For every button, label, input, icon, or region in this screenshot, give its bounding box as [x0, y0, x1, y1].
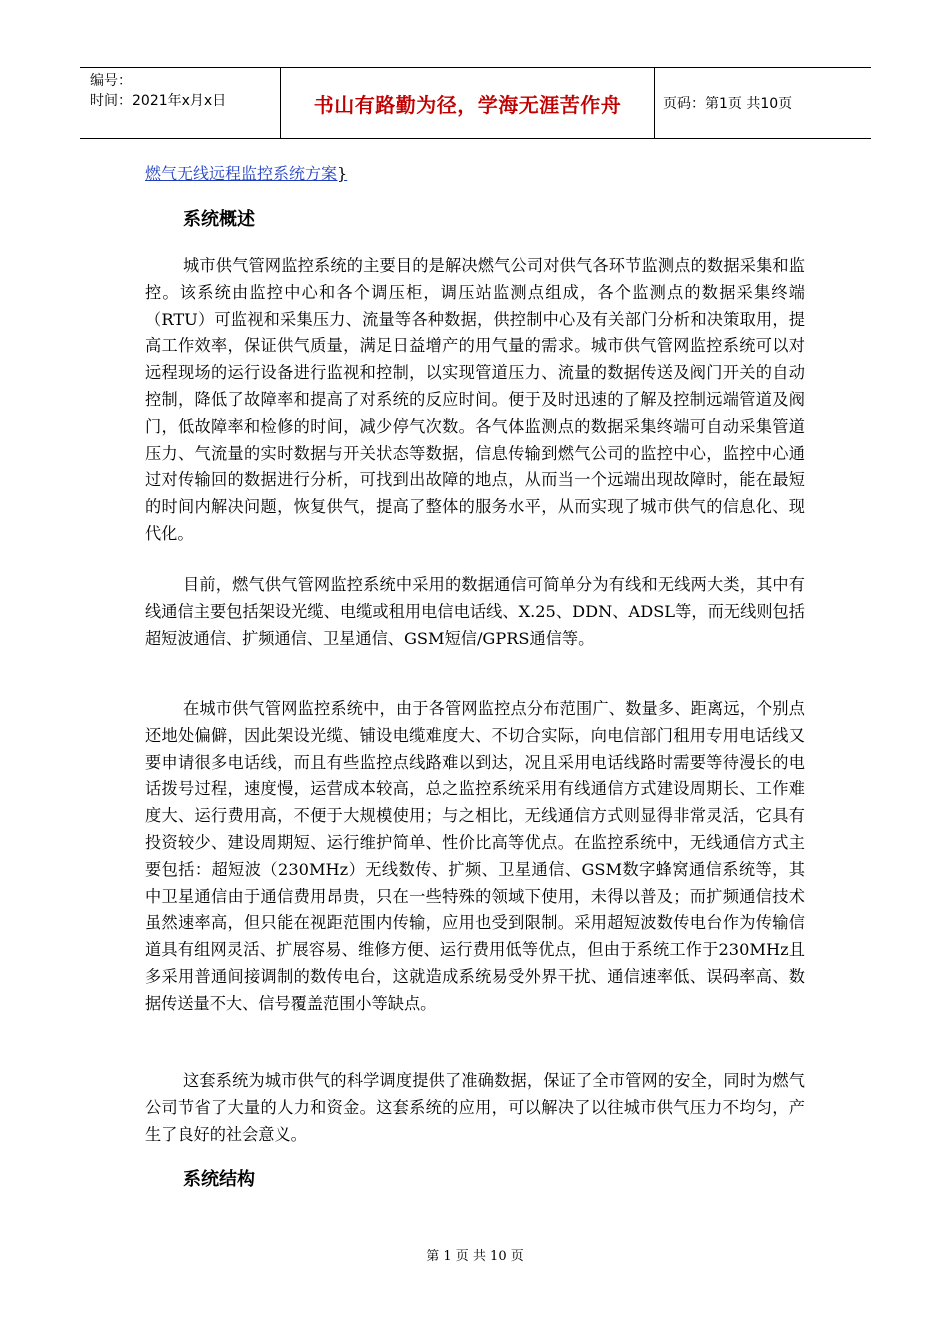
section-heading-structure: 系统结构 — [183, 1169, 255, 1190]
paragraph-overview: 城市供气管网监控系统的主要目的是解决燃气公司对供气各环节监测点的数据采集和监控。该系统由监控中心和各个调压柜，调压站监测点组成，各个监测点的数据采集终端（RTU）可监视和采集压力、流量等各种数据，供控制中心及有关部门分析和决策取用，提高工作效率，保证供气质量，满足日益增产的用气量的需求。城市供气管网监控系统可以对远程现场的运行设备进行监视和控制，以实现管道压力、流量的数据传送及阀门开关的自动控制，降低了故障率和提高了对系统的反应时间。便于及时迅速的了解及控制远端管道及阀门，低故障率和检修的时间，减少停气次数。各气体监测点的数据采集终端可自动采集管道压力、气流量的实时数据与开关状态等数据，信息传输到燃气公司的监控中心，监控中心通过对传输回的数据进行分析，可找到出故障的地点，从而当一个远端出现故障时，能在最短的时间内解决问题，恢复供气，提高了整体的服务水平，从而实现了城市供气的信息化、现代化。 — [145, 256, 805, 543]
header-meta — [80, 68, 281, 138]
page-footer: 第 1 页 共 10 页 — [426, 1249, 524, 1264]
paragraph-system-benefits: 这套系统为城市供气的科学调度提供了准确数据，保证了全市管网的安全，同时为燃气公司节省了大量的人力和资金。这套系统的应用，可以解决了以往城市供气压力不均匀，产生了良好的社会意义。 — [145, 1071, 805, 1144]
header-page-info: 页码：第1页 共10页 — [663, 96, 793, 112]
document-number-label: 编号： — [90, 73, 132, 89]
paragraph-wireless-comparison: 在城市供气管网监控系统中，由于各管网监控点分布范围广、数量多、距离远，个别点还地处偏僻，因此架设光缆、铺设电缆难度大、不切合实际，向电信部门租用专用电话线又要申请很多电话线，而且有些监控点线路难以到达，况且采用电话线路时需要等待漫长的电话拨号过程，速度慢，运营成本较高，总之监控系统采用有线通信方式建设周期长、工作难度大、运行费用高，不便于大规模使用；与之相比，无线通信方式则显得非常灵活，它具有投资较少、建设周期短、运行维护简单、性价比高等优点。在监控系统中，无线通信方式主要包括：超短波（230MHz）无线数传、扩频、卫星通信、GSM数字蜂窝通信系统等，其中卫星通信由于通信费用昂贵，只在一些特殊的领域下使用，未得以普及；而扩频通信技术虽然速率高，但只能在视距范围内传输，应用也受到限制。采用超短波数传电台作为传输信道具有组网灵活、扩展容易、维修方便、运行费用低等优点，但由于系统工作于230MHz且多采用普通间接调制的数传电台，这就造成系统易受外界干扰、通信速率低、误码率高、数据传送量不大、信号覆盖范围小等缺点。 — [145, 699, 805, 1013]
section-heading-overview: 系统概述 — [183, 209, 255, 230]
document-title-tail: } — [337, 164, 348, 183]
document-date: 时间：2021年x月x日 — [90, 93, 227, 109]
page-header — [80, 67, 871, 139]
paragraph-communication-types: 目前，燃气供气管网监控系统中采用的数据通信可简单分为有线和无线两大类，其中有线通信主要包括架设光缆、电缆或租用电信电话线、X.25、DDN、ADSL等，而无线则包括超短波通信、扩频通信、卫星通信、GSM短信/GPRS通信等。 — [145, 575, 805, 648]
document-title-link[interactable] — [145, 161, 347, 184]
header-motto: 书山有路勤为径，学海无涯苦作舟 — [313, 92, 622, 117]
header-page-info-cell — [655, 68, 871, 138]
header-motto-cell — [281, 68, 655, 138]
document-title-text[interactable]: 燃气无线远程监控系统方案 — [145, 164, 338, 183]
